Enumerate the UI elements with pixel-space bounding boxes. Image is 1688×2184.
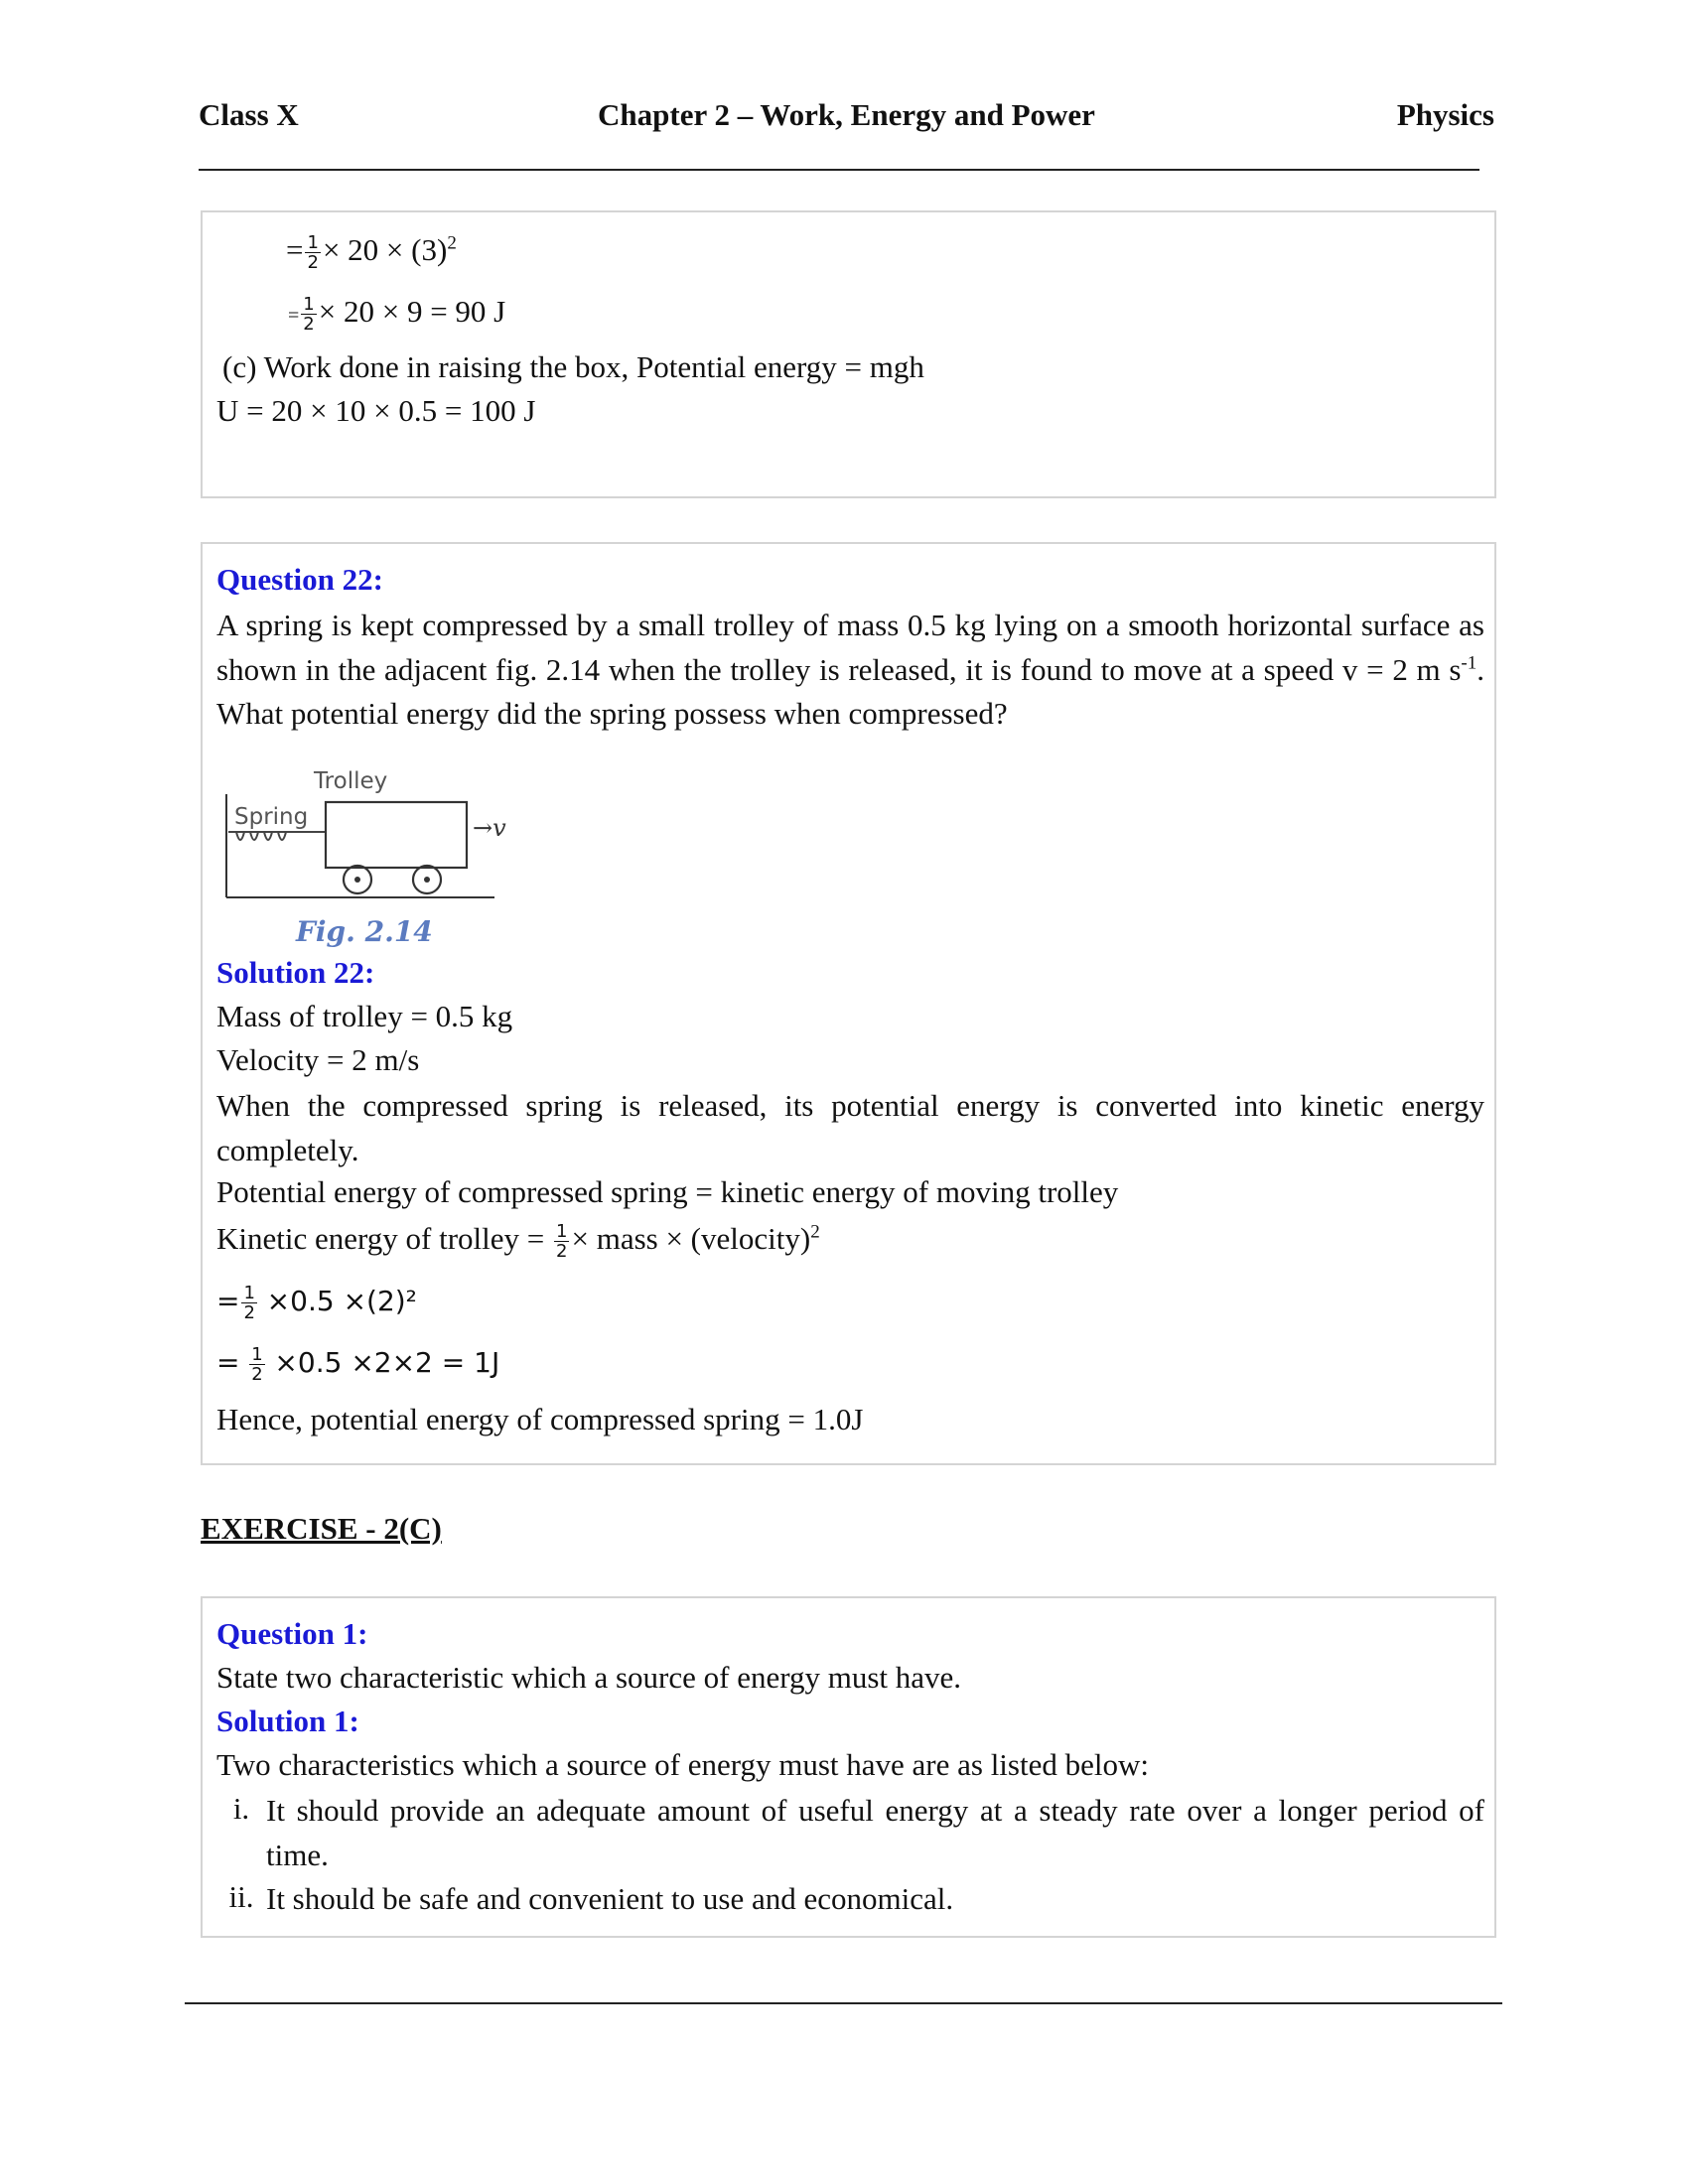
velocity-line: Velocity = 2 m/s	[216, 1042, 420, 1077]
solution-1-intro: Two characteristics which a source of energy must have are as listed below:	[216, 1747, 1149, 1782]
figure-spring-label: Spring	[234, 804, 309, 830]
fraction: $\frac{1}{2}$	[303, 294, 315, 336]
potential-energy-result: U = 20 × 10 × 0.5 = 100 J	[216, 393, 536, 428]
exercise-title: EXERCISE - 2(C)	[201, 1511, 442, 1546]
kinetic-energy-calc-1: = $\frac{1}{2}$ ×0.5 ×(2)²	[216, 1283, 417, 1324]
question-1-box	[201, 1596, 1496, 1938]
question-22-box	[201, 542, 1496, 1465]
header-divider	[199, 169, 1479, 171]
solution-22-label: Solution 22:	[216, 955, 375, 990]
question-1-text: State two characteristic which a source of energy must have.	[216, 1660, 962, 1695]
kinetic-energy-formula: Kinetic energy of trolley = $\frac{1}{2}$ × mass × (velocity)$^2$	[216, 1221, 820, 1263]
figure-trolley-label: Trolley	[314, 768, 388, 794]
footer-divider	[185, 2002, 1502, 2004]
fraction: $\frac{1}{2}$	[243, 1283, 255, 1324]
header-chapter: Chapter 2 – Work, Energy and Power	[598, 97, 1095, 132]
header-subject: Physics	[1396, 97, 1494, 132]
list-item-number: i.	[232, 1791, 250, 1826]
energy-equality-line: Potential energy of compressed spring = kinetic energy of moving trolley	[216, 1174, 1119, 1209]
fraction: $\frac{1}{2}$	[307, 232, 319, 274]
question-22-text: A spring is kept compressed by a small trolley of mass 0.5 kg lying on a smooth horizontal surface as shown in the adjacent fig. 2.14 when the trolley is released, it is found to move at a speed v = 2 m $s^{-1}$. What potential energy did the spring possess when compressed?	[216, 608, 1484, 731]
fraction: $\frac{1}{2}$	[556, 1221, 568, 1263]
calc-line-1: = $\frac{1}{2}$ × $20 \times (3)^2$	[286, 232, 457, 274]
potential-energy-conclusion: Hence, potential energy of compressed spring = 1.0J	[216, 1402, 864, 1436]
list-item-text: It should be safe and convenient to use and economical.	[266, 1881, 954, 1916]
page-header	[199, 97, 1494, 141]
kinetic-energy-calc-2: = $\frac{1}{2}$ ×0.5 ×2×2 = 1J	[216, 1344, 500, 1386]
figure-spring-coil	[228, 832, 322, 840]
trolley-spring-figure	[222, 764, 560, 953]
header-class: Class X	[199, 97, 299, 132]
list-item-number: ii.	[228, 1879, 254, 1914]
part-c-line: (c) Work done in raising the box, Potential energy = mgh	[222, 349, 924, 384]
figure-velocity-label: →v	[473, 814, 506, 842]
energy-conversion-text: When the compressed spring is released, its potential energy is converted into kinetic energy completely.	[216, 1088, 1484, 1167]
solution-continuation-box	[201, 210, 1496, 498]
calc-line-2: = $\frac{1}{2}$ × 20 × 9 = 90 J	[288, 294, 506, 336]
figure-trolley-body	[326, 802, 467, 868]
question-1-label: Question 1:	[216, 1616, 368, 1651]
question-22-label: Question 22:	[216, 562, 383, 597]
solution-1-label: Solution 1:	[216, 1704, 359, 1738]
mass-line: Mass of trolley = 0.5 kg	[216, 999, 513, 1033]
fraction: $\frac{1}{2}$	[251, 1344, 263, 1386]
list-item-text: It should provide an adequate amount of useful energy at a steady rate over a longer period of time.	[266, 1793, 1484, 1872]
figure-caption: Fig. 2.14	[296, 915, 433, 948]
